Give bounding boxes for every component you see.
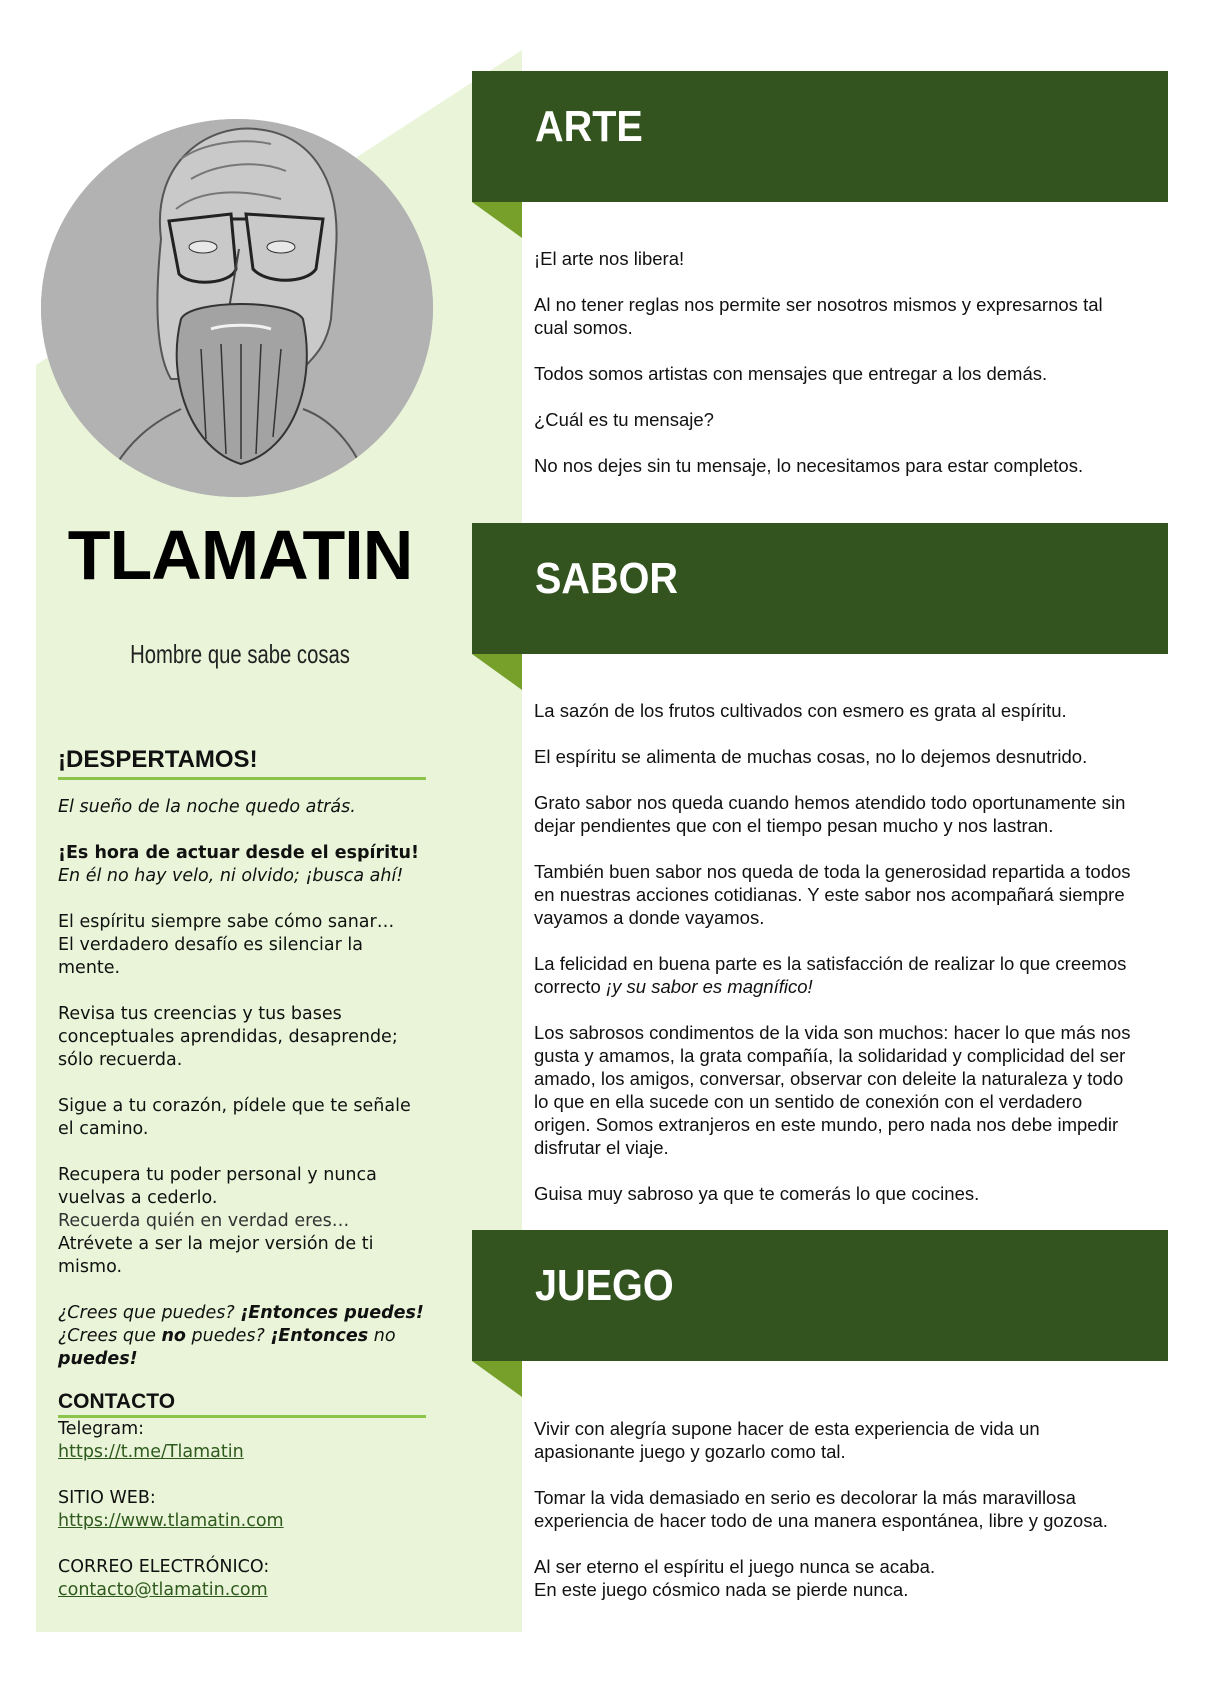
email-label: CORREO ELECTRÓNICO: (58, 1557, 270, 1577)
paragraph-emphasis: ¡y su sabor es magnífico! (605, 976, 813, 997)
sidebar-line: Sigue a tu corazón, pídele que te señale el camino. (58, 1096, 411, 1139)
paragraph: Los sabrosos condimentos de la vida son muchos: hacer lo que más nos gusta y amamos, la grata compañía, la solidaridad y complicidad del ser amado, los amigos, conversar, observar con deleite la naturaleza y todo lo que en ella sucede con un sentido de conexión con el verdadero origen. Somos extranjeros en este mundo, pero nada nos debe impedir disfrutar el viaje. (534, 1022, 1131, 1158)
section-banner-juego (472, 1230, 1168, 1361)
section-title: JUEGO (535, 1261, 674, 1310)
closing-question: puedes? (185, 1326, 271, 1346)
paragraph: ¿Cuál es tu mensaje? (534, 409, 714, 430)
sidebar-line: Recuerda quién en verdad eres… (58, 1211, 350, 1231)
section-body-juego (534, 1417, 1134, 1624)
portrait-image (41, 119, 433, 497)
section-banner-arte (472, 71, 1168, 202)
paragraph: También buen sabor nos queda de toda la generosidad repartida a todos en nuestras acciones cotidianas. Y este sabor nos acompañará siempre vayamos a donde vayamos. (534, 861, 1131, 928)
paragraph: La sazón de los frutos cultivados con esmero es grata al espíritu. (534, 700, 1067, 721)
contact-title: CONTACTO (58, 1390, 426, 1418)
section-title: SABOR (535, 554, 679, 603)
paragraph: No nos dejes sin tu mensaje, lo necesitamos para estar completos. (534, 455, 1084, 476)
sidebar-awakening-section (58, 748, 430, 1371)
paragraph: En este juego cósmico nada se pierde nunca. (534, 1579, 909, 1600)
section-body-sabor (534, 699, 1134, 1228)
avatar (41, 119, 433, 497)
paragraph: Guisa muy sabroso ya que te comerás lo que cocines. (534, 1183, 980, 1204)
sidebar-line: Revisa tus creencias y tus bases conceptuales aprendidas, desaprende; sólo recuerda. (58, 1004, 398, 1070)
sidebar-line: Atrévete a ser la mejor versión de ti mismo. (58, 1234, 374, 1277)
section-banner-sabor (472, 523, 1168, 654)
paragraph: Al ser eterno el espíritu el juego nunca se acaba. (534, 1556, 936, 1577)
paragraph: ¡El arte nos libera! (534, 248, 685, 269)
sidebar-line: El espíritu siempre sabe cómo sanar… (58, 912, 395, 932)
website-label: SITIO WEB: (58, 1488, 156, 1508)
paragraph: Todos somos artistas con mensajes que entregar a los demás. (534, 363, 1048, 384)
contact-section (58, 1390, 430, 1602)
sidebar-section-title: ¡DESPERTAMOS! (58, 748, 426, 780)
paragraph: Grato sabor nos queda cuando hemos atendido todo oportunamente sin dejar pendientes que con el tiempo pesan mucho y nos lastran. (534, 792, 1126, 836)
sidebar-line: En él no hay velo, ni olvido; ¡busca ahí! (58, 866, 404, 886)
paragraph: Al no tener reglas nos permite ser nosotros mismos y expresarnos tal cual somos. (534, 294, 1103, 338)
closing-question: ¿Crees que puedes? (58, 1303, 241, 1323)
paragraph-text: La felicidad en buena parte es la satisfacción de realizar lo que creemos correcto (534, 953, 1127, 997)
sidebar-line: Recupera tu poder personal y nunca vuelvas a cederlo. (58, 1165, 377, 1208)
section-body-arte (534, 247, 1134, 500)
closing-emphasis: no (161, 1326, 186, 1346)
banner-fold-icon (472, 654, 522, 690)
paragraph (534, 952, 1134, 998)
paragraph: Vivir con alegría supone hacer de esta experiencia de vida un apasionante juego y gozarlo como tal. (534, 1418, 1040, 1462)
website-link[interactable]: https://www.tlamatin.com (58, 1511, 284, 1531)
closing-answer: puedes! (58, 1349, 138, 1369)
banner-fold-icon (472, 1361, 522, 1397)
sidebar-line: ¡Es hora de actuar desde el espíritu! (58, 843, 419, 863)
closing-question: ¿Crees que (58, 1326, 162, 1346)
closing-answer: no (368, 1326, 396, 1346)
email-link[interactable]: contacto@tlamatin.com (58, 1580, 268, 1600)
paragraph: Tomar la vida demasiado en serio es decolorar la más maravillosa experiencia de hacer todo de una manera espontánea, libre y gozosa. (534, 1487, 1108, 1531)
section-title: ARTE (535, 102, 643, 151)
sidebar-line: El sueño de la noche quedo atrás. (58, 797, 356, 817)
telegram-link[interactable]: https://t.me/Tlamatin (58, 1442, 244, 1462)
banner-fold-icon (472, 202, 522, 238)
closing-answer: ¡Entonces (270, 1326, 369, 1346)
paragraph: El espíritu se alimenta de muchas cosas, no lo dejemos desnutrido. (534, 746, 1088, 767)
telegram-label: Telegram: (58, 1419, 145, 1439)
sidebar-closing-line-1 (58, 1302, 430, 1325)
profile-tagline: Hombre que sabe cosas (130, 639, 350, 669)
profile-name: TLAMATIN (67, 516, 413, 594)
closing-answer: ¡Entonces puedes! (240, 1303, 424, 1323)
sidebar-line: El verdadero desafío es silenciar la mente. (58, 935, 363, 978)
sidebar-closing-line-2 (58, 1325, 430, 1371)
